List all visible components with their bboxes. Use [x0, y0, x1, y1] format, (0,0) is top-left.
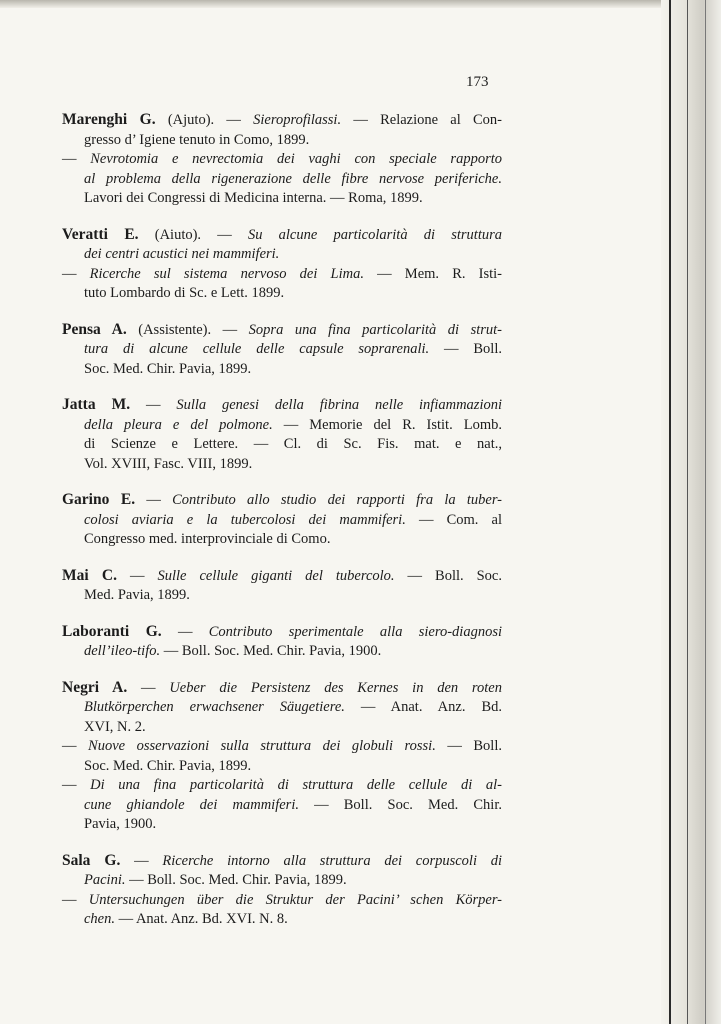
author-name: Negri A.	[62, 678, 128, 696]
citation-text: — Anat. Anz. Bd. XVI. N. 8.	[115, 911, 288, 927]
entry-line	[62, 265, 502, 285]
author-name: Garino E.	[62, 491, 136, 508]
citation-text: Soc. Med. Chir. Pavia, 1899.	[84, 360, 252, 377]
author-name: Sala G.	[62, 851, 121, 869]
entry-first-line	[62, 225, 502, 246]
publication-title: chen.	[84, 911, 115, 927]
citation-text: —	[135, 492, 173, 508]
publication-title: Ricerche intorno alla struttura dei corpuscoli di	[162, 852, 503, 869]
publication-title: tura di alcune cellule delle capsule soprarenali.	[84, 341, 430, 357]
publication-title: al problema della rigenerazione delle fibre nervose periferiche.	[84, 170, 502, 187]
citation-text: — Boll. Soc.	[394, 567, 502, 584]
citation-text: Congresso med. interprovinciale di Como.	[84, 531, 331, 547]
entry-line	[62, 586, 502, 606]
bibliography-entry	[62, 225, 502, 304]
entry-line	[62, 718, 502, 738]
entry-line	[62, 284, 502, 304]
binding-line	[669, 0, 671, 1024]
citation-text: —	[120, 852, 163, 869]
author-name: Jatta M.	[62, 396, 131, 413]
author-name: Mai C.	[62, 566, 117, 584]
entry-first-line	[62, 678, 502, 699]
citation-text: di Scienze e Lettere. — Cl. di Sc. Fis. mat. e nat.,	[84, 436, 502, 452]
bibliography-entry	[62, 678, 502, 835]
publication-title: Ricerche sul sistema nervoso dei Lima.	[89, 265, 364, 282]
publication-title: Pacini.	[84, 872, 126, 888]
bibliography-entry	[62, 622, 502, 662]
citation-text: (Assistente). —	[126, 321, 249, 338]
citation-text: — Mem. R. Isti-	[363, 265, 503, 282]
entry-line	[62, 416, 502, 436]
publication-title: Nevrotomia e nevrectomia dei vaghi con speciale rapporto	[90, 151, 502, 167]
citation-text: — Memorie del R. Istit. Lomb.	[272, 416, 503, 433]
entry-first-line	[62, 320, 502, 341]
publication-title: Sulla genesi della fibrina nelle infiammazioni	[176, 397, 503, 413]
publication-title: Contributo allo studio dei rapporti fra la tuber-	[172, 492, 503, 508]
entry-line	[62, 796, 502, 816]
citation-text: Med. Pavia, 1899.	[84, 587, 190, 603]
publication-title: Ueber die Persistenz des Kernes in den roten	[169, 679, 502, 696]
entry-line	[62, 360, 502, 380]
entry-first-line	[62, 566, 502, 587]
page-top-edge	[0, 0, 721, 8]
publication-title: della pleura e del polmone.	[84, 416, 273, 433]
citation-text: —	[62, 738, 89, 754]
publication-title: cune ghiandole dei mammiferi.	[84, 796, 299, 813]
entry-line	[62, 910, 502, 930]
citation-text: — Boll. Soc. Med. Chir. Pavia, 1900.	[160, 643, 382, 659]
bibliography-entry	[62, 851, 502, 930]
entry-line	[62, 511, 502, 531]
entry-first-line	[62, 622, 502, 643]
publication-title: Di una fina particolarità di struttura delle cellule di al-	[90, 777, 503, 793]
citation-text: —	[62, 777, 91, 793]
entry-first-line	[62, 110, 502, 131]
publication-title: Blutkörperchen erwachsener Säugetiere.	[84, 699, 345, 715]
citation-text: Pavia, 1900.	[84, 816, 157, 832]
citation-text: — Anat. Anz. Bd.	[344, 699, 503, 715]
publication-title: Contributo sperimentale alla siero-diagnosi	[208, 623, 502, 640]
entry-line	[62, 776, 502, 796]
publication-title: Su alcune particolarità di struttura	[247, 226, 502, 243]
citation-text: gresso d’ Igiene tenuto in Como, 1899.	[84, 131, 310, 148]
citation-text: — Relazione al Con-	[341, 112, 503, 128]
citation-text: —	[117, 567, 158, 584]
publication-title: dei centri acustici nei mammiferi.	[84, 246, 280, 262]
entry-first-line	[62, 851, 502, 872]
entry-line	[62, 170, 502, 190]
publication-title: Sopra una fina particolarità di strut-	[248, 321, 503, 338]
book-binding-edge	[661, 0, 721, 1024]
entry-line	[62, 642, 502, 662]
publication-title: colosi aviaria e la tubercolosi dei mammiferi.	[84, 511, 406, 528]
entry-first-line	[62, 490, 502, 511]
citation-text: —	[127, 679, 170, 696]
citation-text: —	[161, 623, 209, 640]
author-name: Marenghi G.	[62, 111, 156, 128]
citation-text: Lavori dei Congressi di Medicina interna. — Roma, 1899.	[84, 190, 423, 206]
entry-line	[62, 435, 502, 455]
citation-text: — Boll.	[429, 341, 502, 357]
bibliography-entry	[62, 490, 502, 550]
author-name: Laboranti G.	[62, 622, 162, 640]
citation-text: Soc. Med. Chir. Pavia, 1899.	[84, 757, 252, 774]
citation-text: —	[62, 891, 89, 908]
citation-text: Vol. XVIII, Fasc. VIII, 1899.	[84, 455, 253, 472]
bibliography-entry	[62, 395, 502, 474]
citation-text: — Boll.	[435, 738, 502, 754]
bibliography-list	[62, 110, 502, 946]
entry-line	[62, 189, 502, 209]
citation-text: — Com. al	[405, 511, 502, 528]
citation-text: —	[62, 151, 91, 167]
publication-title: dell’ileo-tifo.	[84, 643, 161, 659]
entry-line	[62, 530, 502, 550]
entry-line	[62, 757, 502, 777]
author-name: Pensa A.	[62, 320, 127, 338]
entry-line	[62, 815, 502, 835]
entry-line	[62, 131, 502, 151]
entry-line	[62, 891, 502, 911]
entry-first-line	[62, 395, 502, 416]
citation-text: (Ajuto). —	[155, 112, 254, 128]
author-name: Veratti E.	[62, 225, 139, 243]
citation-text: —	[130, 397, 177, 413]
entry-line	[62, 871, 502, 891]
entry-line	[62, 737, 502, 757]
binding-line	[687, 0, 688, 1024]
citation-text: tuto Lombardo di Sc. e Lett. 1899.	[84, 285, 285, 301]
bibliography-entry	[62, 320, 502, 380]
entry-line	[62, 245, 502, 265]
publication-title: Nuove osservazioni sulla struttura dei globuli rossi.	[88, 738, 436, 754]
entry-line	[62, 340, 502, 360]
publication-title: Untersuchungen über die Struktur der Pacini’ schen Körper-	[88, 891, 502, 908]
bibliography-entry	[62, 566, 502, 606]
entry-line	[62, 455, 502, 475]
publication-title: Sieroprofilassi.	[253, 112, 342, 128]
entry-line	[62, 150, 502, 170]
citation-text: (Aiuto). —	[138, 226, 248, 243]
citation-text: —	[62, 265, 90, 282]
binding-line	[705, 0, 706, 1024]
publication-title: Sulle cellule giganti del tubercolo.	[157, 567, 395, 584]
bibliography-entry	[62, 110, 502, 209]
page-number: 173	[466, 74, 489, 90]
citation-text: — Boll. Soc. Med. Chir.	[298, 796, 502, 813]
entry-line	[62, 698, 502, 718]
citation-text: XVI, N. 2.	[84, 718, 146, 735]
citation-text: — Boll. Soc. Med. Chir. Pavia, 1899.	[125, 872, 347, 888]
